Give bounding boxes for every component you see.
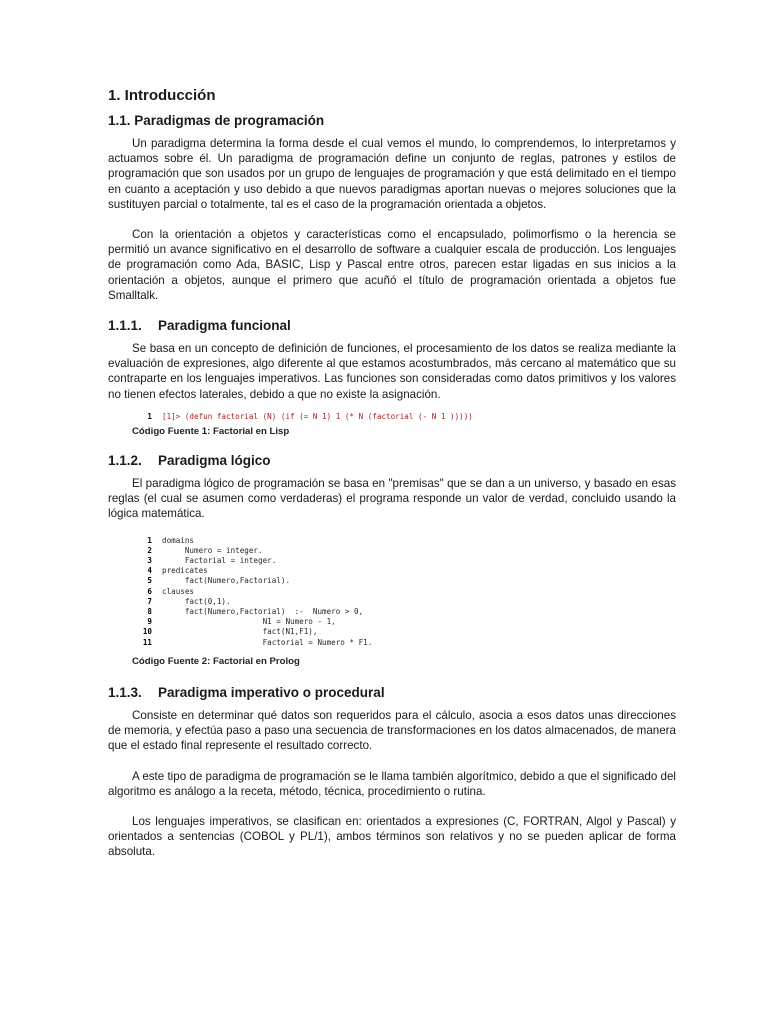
code-line-text: [1]> (defun factorial (N) (if (= N 1) 1 (* N (factorial (- N 1 ))))) xyxy=(162,411,473,421)
heading-imperativo xyxy=(108,684,676,702)
code-line-text: fact(0,1). xyxy=(162,596,231,606)
code-line-number: 8 xyxy=(147,607,152,617)
section-funcional xyxy=(108,317,676,438)
code-line-number: 10 xyxy=(142,627,152,637)
paragraph-imperativo-2: A este tipo de paradigma de programación se le llama también algorítmico, debido a que el significado del algoritmo es análogo a la receta, método, técnica, procedimiento o rutina. xyxy=(108,769,676,798)
code-block-prolog xyxy=(132,536,676,648)
code-line-number: 1 xyxy=(147,535,152,545)
code-line-number: 6 xyxy=(147,586,152,596)
code-line-text: fact(Numero,Factorial) :- Numero > 0, xyxy=(162,607,364,617)
section-logico xyxy=(108,452,676,668)
heading-funcional-title: Paradigma funcional xyxy=(158,318,291,334)
code-line-number: 5 xyxy=(147,576,152,586)
section-imperativo xyxy=(108,684,676,860)
heading-introduccion: 1. Introducción xyxy=(108,87,216,104)
heading-logico-number: 1.1.2. xyxy=(108,453,142,469)
document-content xyxy=(108,86,676,860)
code-block-lisp xyxy=(132,412,676,422)
heading-logico-title: Paradigma lógico xyxy=(158,453,271,469)
code-line-number: 11 xyxy=(142,637,152,647)
code-line-number: 7 xyxy=(147,596,152,606)
code-line xyxy=(132,597,676,607)
code-line xyxy=(132,617,676,627)
code-line-text: Numero = integer. xyxy=(162,545,263,555)
code-line-text: domains xyxy=(162,535,195,545)
code-line xyxy=(132,638,676,648)
code-line-text: N1 = Numero - 1, xyxy=(162,617,336,627)
code-line xyxy=(132,412,676,422)
code-line xyxy=(132,556,676,566)
heading-funcional xyxy=(108,317,676,335)
code-line-text: fact(Numero,Factorial). xyxy=(162,576,291,586)
code-line-text: clauses xyxy=(162,586,195,596)
code-line xyxy=(132,536,676,546)
code-line xyxy=(132,566,676,576)
paragraph-imperativo-3: Los lenguajes imperativos, se clasifican en: orientados a expresiones (C, FORTRAN, Algol y Pascal) y orientados a sentencias (COBOL y PL/1), ambos términos son relativos y no se pueden aplicar de forma absoluta. xyxy=(108,814,676,859)
code-line-text: Factorial = Numero * F1. xyxy=(162,637,373,647)
heading-imperativo-number: 1.1.3. xyxy=(108,684,142,700)
paragraph-paradigmas-2: Con la orientación a objetos y características como el encapsulado, polimorfismo o la herencia se permitió un avance significativo en el desarrollo de software a cualquier escala de producción. Los lenguajes de programación como Ada, BASIC, Lisp y Pascal entre otros, parecen estar ligadas en sus inicios a la orientación a objetos, aunque el primero que acuñó el título de programación orientada a objetos fue Smalltalk. xyxy=(108,228,676,302)
heading-imperativo-title: Paradigma imperativo o procedural xyxy=(158,684,385,700)
code-line xyxy=(132,546,676,556)
heading-logico xyxy=(108,452,676,470)
code-line xyxy=(132,627,676,637)
paragraph-paradigmas-1: Un paradigma determina la forma desde el cual vemos el mundo, lo comprendemos, lo interpretamos y actuamos sobre él. Un paradigma de programación define un conjunto de reglas, patrones y estilos de programación que son usados por un grupo de lenguajes de programación y que está delimitado en el tiempo en cuanto a aceptación y uso debido a que nuevos paradigmas aportan nuevas o mejores soluciones que la sustituyen parcial o totalmente, tal es el caso de la programación orientada a objetos. xyxy=(108,137,676,211)
caption-lisp: Código Fuente 1: Factorial en Lisp xyxy=(132,426,290,438)
caption-prolog: Código Fuente 2: Factorial en Prolog xyxy=(132,655,300,667)
paragraph-imperativo-1: Consiste en determinar qué datos son requeridos para el cálculo, asocia a esos datos unas direcciones de memoria, y efectúa paso a paso una secuencia de transformaciones en los datos almacenados, de manera que el estado final represente el resultado correcto. xyxy=(108,708,676,753)
heading-funcional-number: 1.1.1. xyxy=(108,318,142,334)
code-line-number: 2 xyxy=(147,545,152,555)
code-line xyxy=(132,576,676,586)
code-line xyxy=(132,607,676,617)
code-line-number: 4 xyxy=(147,566,152,576)
code-line-number: 3 xyxy=(147,556,152,566)
paragraph-funcional: Se basa en un concepto de definición de funciones, el procesamiento de los datos se realiza mediante la evaluación de expresiones, algo diferente al que estamos acostumbrados, más cercano al matemático que su contraparte en los lenguajes imperativos. Las funciones son consideradas como datos primitivos y los valores no tienen efectos laterales, debido a que no existe la asignación. xyxy=(108,342,676,401)
paragraph-logico: El paradigma lógico de programación se basa en "premisas" que se dan a un universo, y basado en esas reglas (el cual se asumen como verdaderas) el programa responde un valor de verdad, concluido usando la lógica matemática. xyxy=(108,477,676,521)
heading-paradigmas: 1.1. Paradigmas de programación xyxy=(108,113,325,128)
code-line-text: Factorial = integer. xyxy=(162,556,277,566)
code-line-number: 9 xyxy=(147,617,152,627)
code-line-text: fact(N1,F1), xyxy=(162,627,318,637)
code-line-number: 1 xyxy=(147,411,152,421)
code-line-text: predicates xyxy=(162,566,208,576)
code-line xyxy=(132,587,676,597)
